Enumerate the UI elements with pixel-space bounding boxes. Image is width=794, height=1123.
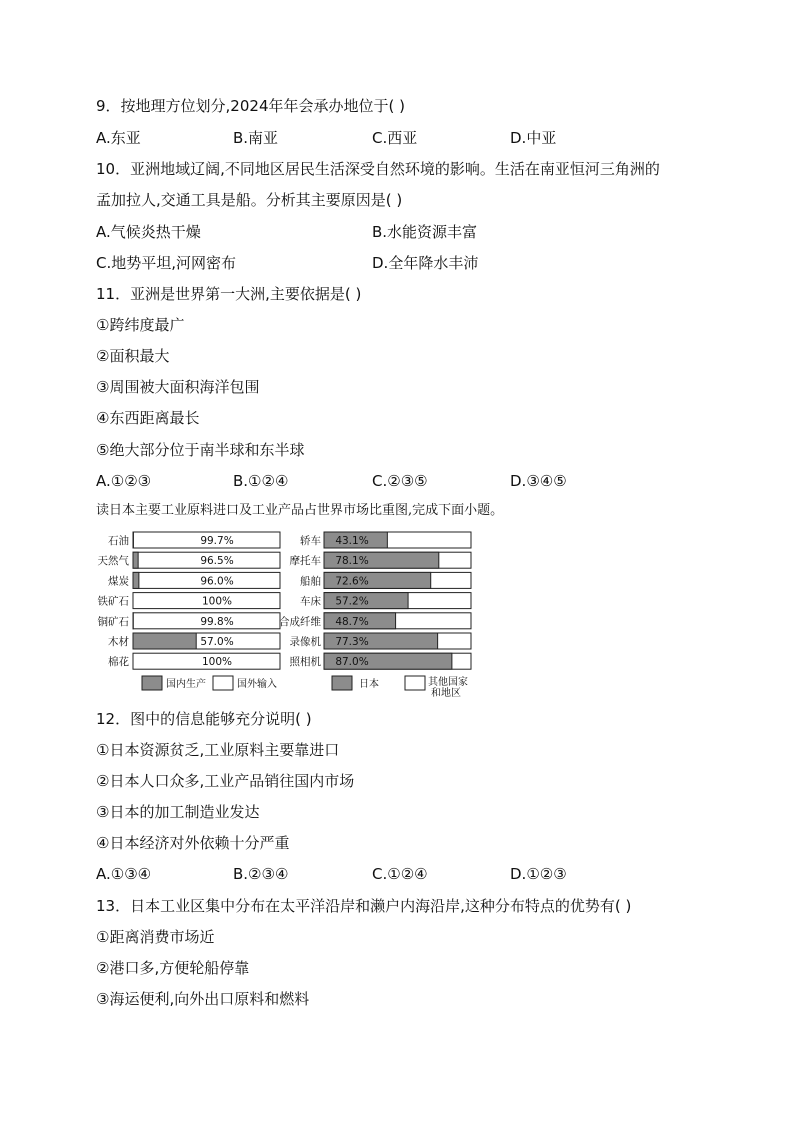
q10-stem-line2: 孟加拉人,交通工具是船。分析其主要原因是( ) <box>96 191 403 209</box>
category-label-material-1: 天然气 <box>97 555 129 568</box>
q11-option-b: B.①②④ <box>233 472 289 490</box>
product-market-share-chart <box>279 532 471 669</box>
q12-option-c: C.①②④ <box>372 865 428 883</box>
legend-label-others-line2: 和地区 <box>431 688 461 698</box>
raw-material-import-chart <box>98 532 281 669</box>
category-label-material-0: 石油 <box>108 535 129 547</box>
category-label-product-2: 船舶 <box>300 575 321 588</box>
q12-option-a: A.①③④ <box>96 865 152 883</box>
japan-industry-charts <box>70 528 490 698</box>
q13-statement-2: ②港口多,方便轮船停靠 <box>96 959 250 977</box>
q11-statement-1: ①跨纬度最广 <box>96 316 185 334</box>
legend-label-import: 国外输入 <box>237 679 277 690</box>
q10-option-b: B.水能资源丰富 <box>372 223 478 241</box>
category-label-product-0: 轿车 <box>300 535 321 547</box>
q13-statement-3: ③海运便利,向外出口原料和燃料 <box>96 990 310 1008</box>
data-label-material-5: 57.0% <box>200 636 234 648</box>
data-label-product-0: 43.1% <box>335 535 369 547</box>
q12-option-b: B.②③④ <box>233 865 289 883</box>
legend-label-domestic: 国内生产 <box>166 679 206 690</box>
data-label-product-1: 78.1% <box>335 555 369 568</box>
q11-stem: 11．亚洲是世界第一大洲,主要依据是( ) <box>96 285 362 303</box>
chart-intro: 读日本主要工业原料进口及工业产品占世界市场比重图,完成下面小题。 <box>96 503 504 518</box>
data-label-product-5: 77.3% <box>335 636 369 648</box>
category-label-product-4: 合成纤维 <box>279 615 321 628</box>
category-label-product-3: 车床 <box>300 595 321 608</box>
q11-option-c: C.②③⑤ <box>372 472 428 490</box>
category-label-material-6: 棉花 <box>108 656 129 669</box>
q9-option-b: B.南亚 <box>233 129 279 147</box>
q12-statement-1: ①日本资源贫乏,工业原料主要靠进口 <box>96 741 340 759</box>
q12-statement-4: ④日本经济对外依赖十分严重 <box>96 834 290 852</box>
q11-statement-3: ③周围被大面积海洋包围 <box>96 378 260 396</box>
q10-option-a: A.气候炎热干燥 <box>96 223 201 241</box>
q12-stem: 12．图中的信息能够充分说明( ) <box>96 710 312 728</box>
q11-option-d: D.③④⑤ <box>510 472 567 490</box>
legend-swatch-japan <box>332 676 352 690</box>
q10-option-d: D.全年降水丰沛 <box>372 254 479 272</box>
legend-label-japan: 日本 <box>359 679 379 690</box>
q11-statement-2: ②面积最大 <box>96 347 170 365</box>
category-label-material-3: 铁矿石 <box>97 595 129 608</box>
q9-option-d: D.中亚 <box>510 129 557 147</box>
category-label-material-5: 木材 <box>108 636 129 648</box>
q13-stem: 13．日本工业区集中分布在太平洋沿岸和濑户内海沿岸,这种分布特点的优势有( ) <box>96 897 632 915</box>
category-label-product-1: 摩托车 <box>289 555 321 568</box>
legend-swatch-import <box>213 676 233 690</box>
q11-option-a: A.①②③ <box>96 472 152 490</box>
data-label-material-2: 96.0% <box>200 575 234 588</box>
q10-stem-line1: 10．亚洲地域辽阔,不同地区居民生活深受自然环境的影响。生活在南亚恒河三角洲的 <box>96 160 660 178</box>
bar-fill-material-2 <box>133 572 139 588</box>
data-label-material-3: 100% <box>201 595 233 608</box>
legend-swatch-others <box>405 676 425 690</box>
q9-stem: 9．按地理方位划分,2024年年会承办地位于( ) <box>96 97 405 115</box>
chart-legends <box>142 675 468 698</box>
q13-statement-1: ①距离消费市场近 <box>96 928 215 946</box>
data-label-material-1: 96.5% <box>200 555 234 568</box>
q11-statement-4: ④东西距离最长 <box>96 409 200 427</box>
data-label-material-6: 100% <box>201 656 233 669</box>
q12-statement-3: ③日本的加工制造业发达 <box>96 803 260 821</box>
category-label-material-4: 铜矿石 <box>97 615 129 628</box>
bar-fill-material-5 <box>133 633 196 649</box>
category-label-material-2: 煤炭 <box>108 575 129 588</box>
category-label-product-6: 照相机 <box>289 656 321 669</box>
q9-option-c: C.西亚 <box>372 129 418 147</box>
legend-label-others-line1: 其他国家 <box>428 677 468 688</box>
data-label-material-0: 99.7% <box>200 535 234 547</box>
q12-option-d: D.①②③ <box>510 865 567 883</box>
category-label-product-5: 录像机 <box>289 636 321 648</box>
data-label-product-2: 72.6% <box>335 575 369 588</box>
q12-statement-2: ②日本人口众多,工业产品销往国内市场 <box>96 772 355 790</box>
data-label-material-4: 99.8% <box>200 615 234 628</box>
q9-option-a: A.东亚 <box>96 129 141 147</box>
q10-option-c: C.地势平坦,河网密布 <box>96 254 237 272</box>
data-label-product-4: 48.7% <box>335 615 369 628</box>
q11-statement-5: ⑤绝大部分位于南半球和东半球 <box>96 441 305 459</box>
bar-fill-material-1 <box>133 552 138 568</box>
legend-swatch-domestic <box>142 676 162 690</box>
data-label-product-6: 87.0% <box>335 656 369 669</box>
data-label-product-3: 57.2% <box>335 595 369 608</box>
